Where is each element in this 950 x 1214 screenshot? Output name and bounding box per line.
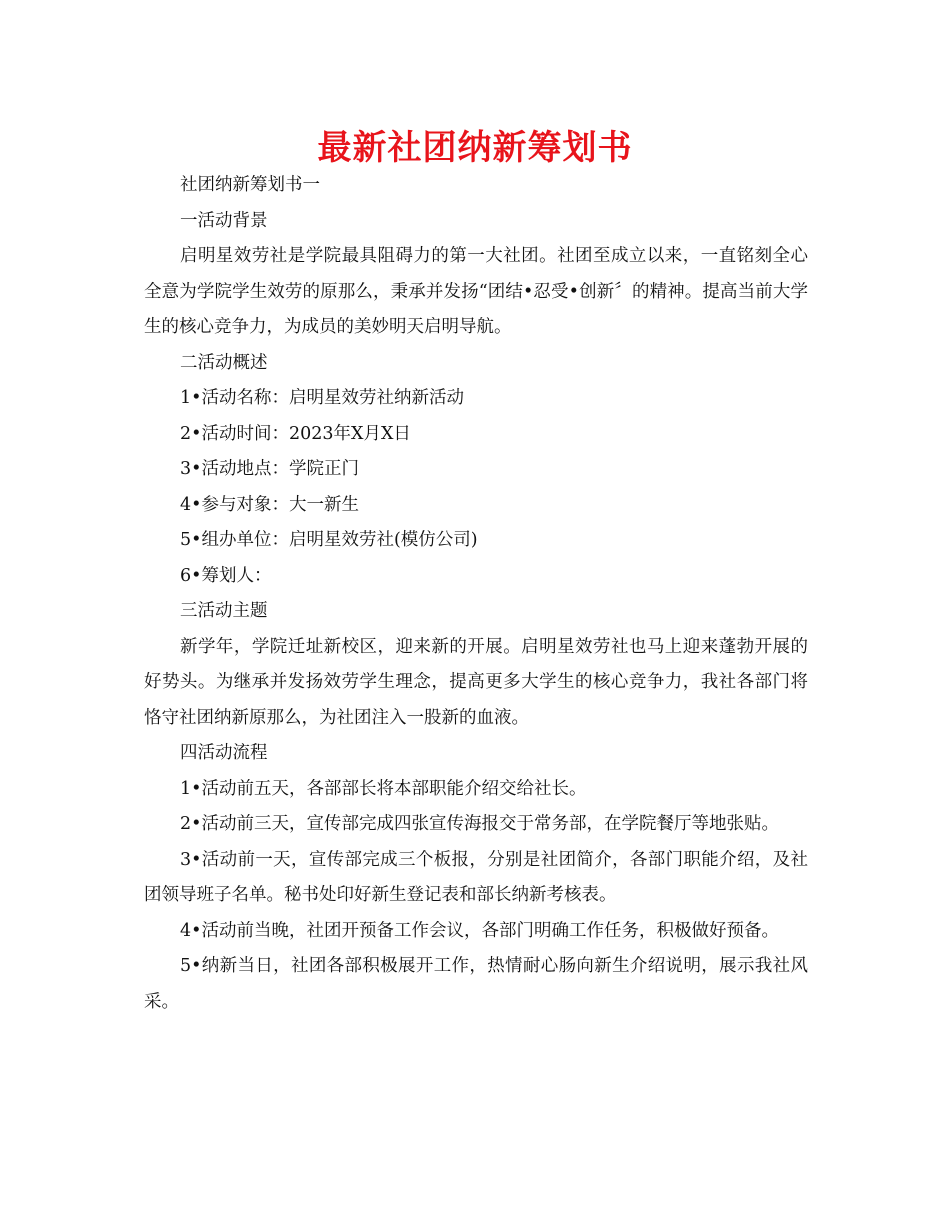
paragraph-process-item: 5•纳新当日，社团各部积极展开工作，热情耐心肠向新生介绍说明，展示我社风采。 (144, 956, 808, 1012)
paragraph-overview-item: 2•活动时间：2023年X月X日 (180, 423, 411, 444)
paragraph-process-item: 4•活动前当晚，社团开预备工作会议，各部门明确工作任务，积极做好预备。 (180, 920, 779, 941)
paragraph-theme-text: 新学年，学院迁址新校区，迎来新的开展。启明星效劳社也马上迎来蓬勃开展的好势头。为继承并发扬效劳学生理念，提高更多大学生的核心竞争力，我社各部门将恪守社团纳新原那么，为社团注入一股新的血液。 (144, 636, 808, 728)
paragraph-background-text: 启明星效劳社是学院最具阻碍力的第一大社团。社团至成立以来，一直铭刻全心全意为学院学生效劳的原那么，秉承并发扬“团结•忍受•创新〞的精神。提高当前大学生的核心竞争力，为成员的美妙明天启明导航。 (144, 246, 808, 337)
paragraph-overview-item: 6•筹划人： (180, 565, 272, 586)
paragraph-overview-item: 4•参与对象：大一新生 (180, 494, 359, 515)
paragraph-heading-overview: 二活动概述 (180, 352, 268, 373)
paragraph-overview-item: 3•活动地点：学院正门 (180, 459, 359, 479)
paragraph-heading-theme: 三活动主题 (180, 601, 268, 621)
paragraph-process-item: 3•活动前一天，宣传部完成三个板报，分别是社团简介，各部门职能介绍，及社团领导班子名单。秘书处印好新生登记表和部长纳新考核表。 (144, 849, 808, 905)
document-body (144, 168, 808, 1020)
paragraph-overview-item: 5•组办单位：启明星效劳社(模仿公司) (180, 530, 478, 550)
paragraph-process-item: 2•活动前三天，宣传部完成四张宣传海报交于常务部，在学院餐厅等地张贴。 (180, 814, 779, 834)
document-title: 最新社团纳新筹划书 (317, 128, 633, 168)
paragraph-process-item: 1•活动前五天，各部部长将本部职能介绍交给社长。 (180, 778, 587, 799)
paragraph-heading-process: 四活动流程 (180, 743, 268, 763)
paragraph-section-header: 社团纳新筹划书一 (180, 175, 320, 195)
paragraph-overview-item: 1•活动名称：启明星效劳社纳新活动 (180, 388, 464, 408)
paragraph-heading-background: 一活动背景 (180, 210, 268, 231)
